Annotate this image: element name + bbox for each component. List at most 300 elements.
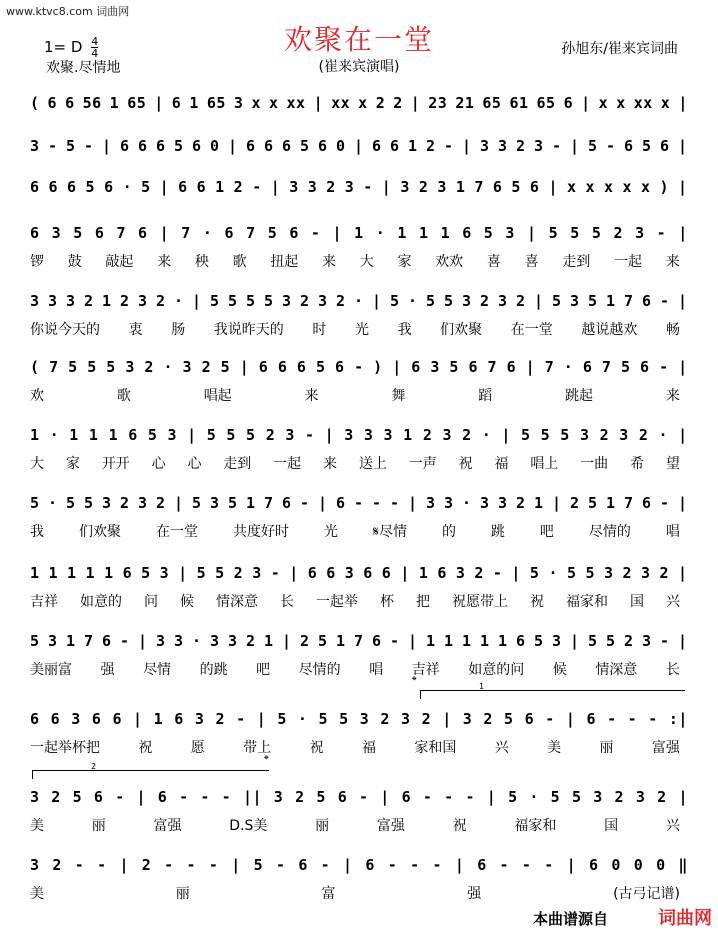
note-token: | [408, 632, 418, 650]
note-token: 6 [660, 137, 670, 155]
note-token: 6 [30, 710, 40, 728]
note-token: 1 [534, 494, 544, 512]
lyric-token: 一起举杯把 [30, 740, 100, 756]
note-token: 1 [66, 632, 76, 650]
note-token: 1 [246, 494, 256, 512]
note-token: | [678, 224, 688, 242]
note-token: - [648, 710, 658, 728]
note-token: 1 [108, 426, 119, 444]
note-token: 5 [30, 494, 40, 512]
note-token: :| [668, 710, 688, 728]
note-token: - [358, 788, 369, 806]
note-token: 5 [642, 137, 652, 155]
note-token: | [678, 94, 688, 112]
note-token: 2 [233, 564, 244, 582]
note-token: 2 [326, 178, 336, 196]
note-token: 6 [365, 856, 375, 874]
lyric-token: 祝 [458, 456, 473, 472]
note-token: 3 [71, 710, 81, 728]
note-token: 5 [620, 358, 631, 376]
lyric-line [30, 320, 680, 340]
note-token: | [552, 494, 562, 512]
note-token: · [408, 292, 418, 310]
note-token: 3 [159, 564, 170, 582]
note-token: 2 [393, 94, 403, 112]
note-token: | [289, 564, 299, 582]
lyric-token: 鼓 [67, 254, 82, 270]
note-token: 6 [65, 94, 75, 112]
note-token: 2 [659, 564, 670, 582]
note-token: | [228, 137, 238, 155]
note-token: 3 [138, 494, 148, 512]
note-token: | [581, 94, 591, 112]
score-row [30, 356, 688, 378]
note-token: | [678, 358, 688, 376]
lyric-token: 心 [187, 456, 202, 472]
note-token: 2 [421, 710, 432, 728]
lyric-token: 来 [304, 388, 319, 404]
note-token: 5 [30, 632, 40, 650]
lyric-token: 心 [151, 456, 166, 472]
note-token: 6 [120, 137, 130, 155]
note-token: 6 [296, 358, 307, 376]
note-token: 6 [264, 137, 274, 155]
notes-line [30, 786, 688, 808]
note-token: 3 [182, 358, 193, 376]
note-token: | [566, 856, 577, 874]
score-row [30, 630, 688, 652]
lyric-token: 福家和 [566, 594, 608, 610]
note-token: ( [30, 358, 40, 376]
note-token: 2 [657, 788, 667, 806]
note-token: 5 [72, 788, 83, 806]
note-token: | [159, 224, 170, 242]
note-token: · [192, 632, 202, 650]
note-token: · [462, 494, 472, 512]
note-token: - [545, 710, 555, 728]
lyric-token: 兴 [494, 740, 509, 756]
site-watermark: www.ktvc8.com 词曲网 [6, 5, 130, 18]
note-token: 2 [246, 632, 256, 650]
note-token: 1 [264, 632, 274, 650]
note-token: 3 [534, 137, 544, 155]
note-token: - [656, 224, 667, 242]
note-token: xx [286, 94, 306, 112]
note-token: - [422, 788, 433, 806]
note-token: 6 [258, 358, 269, 376]
note-token: 61 [509, 94, 529, 112]
note-token: · [48, 494, 58, 512]
lyric-line [30, 454, 680, 474]
note-token: 65 [206, 94, 226, 112]
note-token: xx [331, 94, 351, 112]
singer-credit: (崔来宾演唱) [318, 59, 400, 75]
note-token: 5 [66, 137, 76, 155]
note-token: 3 [48, 632, 58, 650]
note-token: 5 [246, 292, 256, 310]
note-token: 3 [51, 224, 62, 242]
note-token: 6 [335, 358, 345, 376]
lyric-token: 情深意 [216, 594, 258, 610]
note-token: 0 [210, 137, 220, 155]
note-token: x [566, 178, 577, 196]
note-token: 1 [403, 426, 413, 444]
lyric-token: 我 [30, 524, 44, 540]
score-row [30, 562, 688, 584]
lyric-token: 祝 [309, 740, 324, 756]
note-token: xx [633, 94, 653, 112]
note-token: 3 [635, 224, 645, 242]
note-token: - [544, 856, 554, 874]
note-token: 6 [563, 94, 574, 112]
note-token: 3 [285, 426, 295, 444]
volta-bracket-2 [32, 762, 269, 779]
note-token: 3 [437, 178, 447, 196]
note-token: x [598, 94, 609, 112]
note-token: | [159, 178, 170, 196]
note-token: x [641, 178, 651, 196]
lyric-token: 尽情的 [298, 662, 341, 678]
note-token: | [678, 426, 688, 444]
note-token: | [442, 710, 452, 728]
lyric-token: 尽情 [143, 662, 172, 678]
lyric-token: 时 [312, 322, 327, 338]
note-token: 3 [455, 564, 466, 582]
note-token: 1 [440, 224, 451, 242]
lyric-token: 光 [354, 322, 369, 338]
lyric-token: 来 [322, 254, 337, 270]
note-token: - [48, 137, 58, 155]
note-token: 6 [337, 788, 348, 806]
note-token: - [310, 224, 321, 242]
note-token: 3 [383, 426, 394, 444]
note-token: 6 [122, 564, 133, 582]
note-token: 3 [30, 788, 40, 806]
lyric-token: 肠 [171, 322, 186, 338]
note-token: x [268, 94, 279, 112]
note-token: 5 [504, 710, 514, 728]
note-token: | [501, 426, 511, 444]
note-token: 3 [400, 178, 410, 196]
lyric-token: 愿 [190, 740, 205, 756]
note-token: | [119, 856, 129, 874]
lyric-token: 一起 [614, 254, 643, 270]
note-token: | [486, 788, 497, 806]
notes-line [30, 630, 688, 652]
note-token: | [678, 632, 688, 650]
note-token: | [678, 178, 688, 196]
note-token: 1 [480, 632, 490, 650]
lyric-token: 畅 [665, 322, 680, 338]
lyric-token: 候 [552, 662, 567, 678]
note-token: 7 [49, 358, 59, 376]
note-token: | [381, 178, 392, 196]
note-token: 6 [282, 494, 292, 512]
lyric-token: 开开 [101, 456, 130, 472]
note-token: 0 [611, 856, 621, 874]
lyric-token: 我说昨天的 [213, 322, 284, 338]
note-token: 2 [120, 292, 130, 310]
lyric-token: 的跳 [199, 662, 228, 678]
note-token: 5 [174, 137, 184, 155]
lyric-token: 秧 [194, 254, 209, 270]
note-token: 1 [109, 94, 120, 112]
lyric-token: 吉祥 [411, 662, 440, 678]
lyric-token: 富强 [651, 740, 680, 756]
lyric-token: 福 [494, 456, 509, 472]
note-token: 6 [411, 358, 421, 376]
note-token: 5 [529, 564, 540, 582]
note-token: - [120, 632, 130, 650]
note-token: 6 [156, 137, 166, 155]
note-token: | [136, 788, 147, 806]
note-token: 5 [228, 494, 238, 512]
note-token: - [444, 788, 454, 806]
note-token: 3 [635, 788, 646, 806]
note-token: - [275, 856, 286, 874]
lyric-token: 家和国 [414, 740, 457, 756]
note-token: 6 [128, 426, 138, 444]
note-token: 5 [606, 632, 616, 650]
lyric-token: 们欢聚 [78, 524, 121, 540]
note-token: 1 [455, 178, 466, 196]
lyric-token: 丽 [175, 886, 190, 902]
note-token: ) [373, 358, 383, 376]
lyric-line [30, 252, 680, 272]
note-token: 1 [30, 564, 40, 582]
note-token: | [678, 788, 688, 806]
notes-line [30, 92, 688, 114]
note-token: 1 [104, 564, 114, 582]
note-token: - [660, 292, 670, 310]
note-token: - [372, 494, 382, 512]
notes-line [30, 854, 688, 876]
lyric-token: 舞 [391, 388, 406, 404]
note-token: | [324, 426, 335, 444]
note-token: 6 [246, 137, 256, 155]
note-token: 1 [215, 178, 225, 196]
note-token: 5 [585, 564, 595, 582]
note-token: 3 [194, 710, 205, 728]
notes-line [30, 424, 688, 446]
note-token: 5 [192, 494, 202, 512]
note-token: ‖ [678, 856, 688, 874]
note-token: 6 [138, 137, 148, 155]
lyric-token: 强 [467, 886, 482, 902]
note-token: 5 [220, 358, 231, 376]
note-token: · [375, 224, 386, 242]
score-row [30, 222, 688, 244]
lyric-token: 走到 [562, 254, 591, 270]
lyric-token: 来 [665, 254, 680, 270]
note-token: 5 [206, 426, 217, 444]
note-token: | [380, 788, 390, 806]
note-token: 3 [505, 224, 515, 242]
lyric-token: 欢欢 [435, 254, 464, 270]
volta-number-2: 2 [91, 762, 97, 771]
note-token: | [392, 358, 402, 376]
note-token: 6 [318, 137, 328, 155]
lyric-token: 候 [180, 594, 194, 610]
note-token: 3 [167, 426, 178, 444]
lyric-token: 一起 [273, 456, 302, 472]
note-token: | [354, 137, 364, 155]
note-token: 3 [289, 178, 299, 196]
lyric-line [30, 884, 680, 904]
lyric-token: 歌 [116, 388, 131, 404]
note-token: 5 [591, 224, 602, 242]
note-token: - [660, 494, 670, 512]
note-token: 7 [487, 358, 498, 376]
note-token: 5 [210, 292, 220, 310]
lyric-token: 福家和 [514, 818, 557, 834]
note-token: 2 [84, 292, 94, 310]
note-token: 6 [30, 224, 40, 242]
note-token: · [354, 292, 364, 310]
note-token: - [363, 178, 373, 196]
note-token: 5 [84, 494, 94, 512]
lyric-token: 你说今天的 [30, 322, 100, 338]
note-token: 2 [120, 494, 130, 512]
note-token: 1 [67, 564, 77, 582]
note-token: ) [659, 178, 670, 196]
note-token: 5 [588, 632, 598, 650]
note-token: - [390, 632, 400, 650]
note-token: | [256, 710, 267, 728]
note-token: 6 [47, 94, 58, 112]
note-token: 0 [336, 137, 346, 155]
note-token: 5 [226, 426, 236, 444]
note-token: 2 [422, 426, 433, 444]
note-token: 6 [196, 178, 207, 196]
note-token: 5 [253, 856, 264, 874]
note-token: 7 [544, 358, 555, 376]
note-token: 6 [104, 178, 114, 196]
note-token: 7 [264, 494, 274, 512]
note-token: | [343, 856, 353, 874]
score-row [30, 135, 688, 157]
note-token: 5 [300, 137, 310, 155]
note-token: | [400, 564, 410, 582]
note-token: 3 [344, 564, 355, 582]
lyric-token: 𝄋尽情 [372, 524, 407, 540]
lyric-token: 大 [359, 254, 374, 270]
note-token: 1 [418, 224, 429, 242]
time-top: 4 [91, 35, 99, 48]
note-token: 6 [298, 856, 308, 874]
note-token: 1 [48, 564, 59, 582]
note-token: x [251, 94, 261, 112]
note-token: 3 [430, 358, 440, 376]
note-token: 6 [171, 94, 182, 112]
lyric-token: 国 [604, 818, 619, 834]
lyric-token: 在一堂 [510, 322, 553, 338]
lyric-token: 美 [30, 818, 44, 834]
note-token: 1 [408, 137, 418, 155]
lyric-token: 富强 [153, 818, 182, 834]
note-token: - [236, 710, 246, 728]
note-token: 1 [69, 426, 79, 444]
note-token: 1 [153, 710, 164, 728]
note-token: 2 [52, 856, 62, 874]
note-token: 3 [498, 137, 508, 155]
note-token: - [84, 137, 94, 155]
note-token: - [465, 788, 475, 806]
lyric-token: 一声 [408, 456, 437, 472]
notes-line [30, 492, 688, 514]
note-token: 3 [498, 292, 508, 310]
note-token: 1 [189, 94, 199, 112]
note-token: 7 [84, 632, 94, 650]
lyric-token: 望 [665, 456, 680, 472]
note-token: 65 [127, 94, 147, 112]
lyric-token: 的 [441, 524, 456, 540]
note-token: 3 [156, 632, 166, 650]
note-token: 2 [483, 710, 493, 728]
note-token: 2 [516, 292, 526, 310]
note-token: 7 [181, 224, 191, 242]
note-token: 6 [477, 856, 487, 874]
note-token: 5 [318, 710, 329, 728]
note-token: 3 [228, 632, 238, 650]
note-token: | [527, 224, 537, 242]
note-token: - [660, 632, 670, 650]
note-token: 3 [30, 137, 40, 155]
note-token: 3 [593, 788, 603, 806]
note-token: 1 [85, 564, 96, 582]
note-token: 3 [426, 494, 436, 512]
note-token: 2 [474, 564, 484, 582]
note-token: | [133, 710, 143, 728]
note-token: 6 [524, 710, 535, 728]
lyric-line [30, 522, 680, 542]
note-token: · [49, 426, 60, 444]
score-row [30, 854, 688, 876]
note-token: 56 [82, 94, 102, 112]
note-token: 6 [224, 224, 235, 242]
lyric-token: 祝 [138, 740, 153, 756]
note-token: 2 [144, 358, 154, 376]
note-token: 65 [536, 94, 556, 112]
note-token: | [565, 710, 576, 728]
note-token: - [304, 426, 315, 444]
note-token: 2 [380, 710, 390, 728]
note-token: | [282, 632, 292, 650]
note-token: x [622, 178, 633, 196]
lyric-token: 福 [361, 740, 376, 756]
note-token: 2 [462, 426, 472, 444]
note-token: 23 [428, 94, 448, 112]
note-token: 5 [85, 178, 96, 196]
note-token: 2 [300, 292, 310, 310]
lyric-token: 丽 [315, 818, 330, 834]
note-token: 6 [437, 564, 447, 582]
note-token: - [179, 788, 189, 806]
note-token: 6 [50, 710, 61, 728]
lyric-token: 光 [323, 524, 338, 540]
note-token: 5 [215, 564, 225, 582]
note-token: | [534, 292, 544, 310]
note-token: 3 [363, 426, 374, 444]
note-token: | [231, 856, 241, 874]
note-token: 5 [141, 178, 151, 196]
volta-bracket-1 [420, 682, 685, 699]
note-token: 3 [210, 632, 220, 650]
note-token: 6 [48, 178, 59, 196]
note-token: 3 [570, 292, 580, 310]
note-token: 3 [30, 856, 40, 874]
note-token: - [164, 856, 174, 874]
